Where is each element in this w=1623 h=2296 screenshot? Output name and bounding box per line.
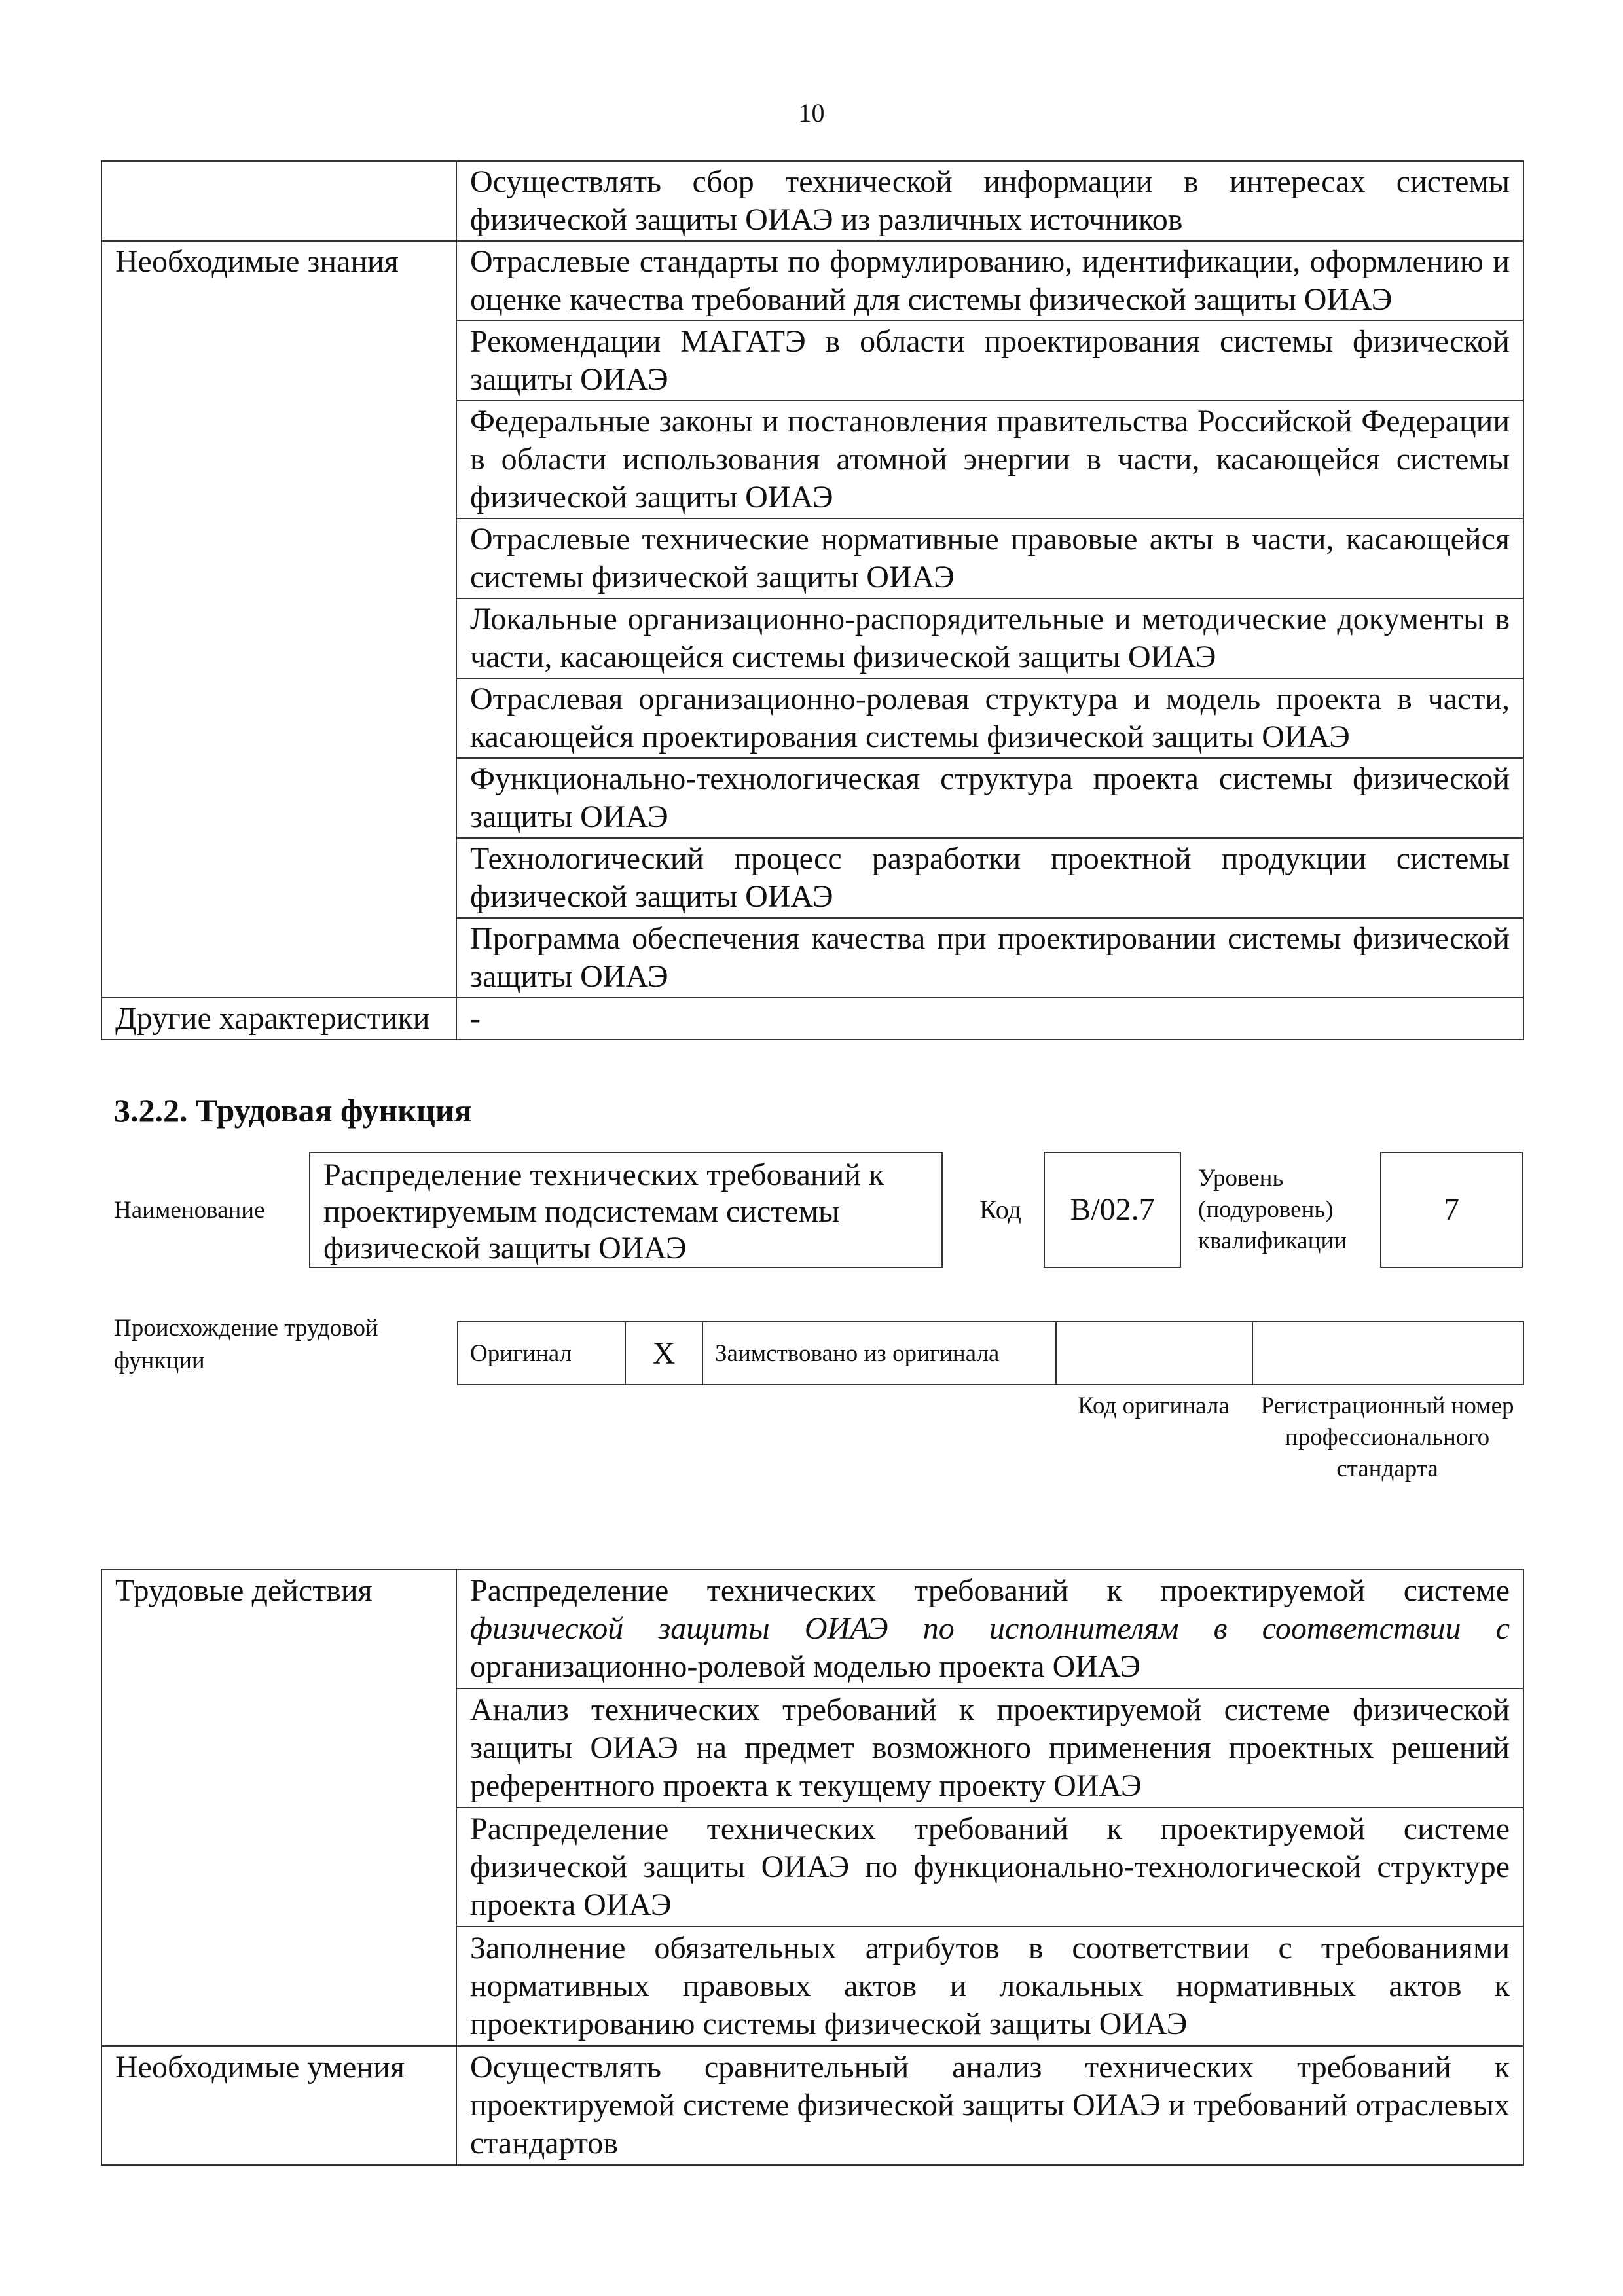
knowledge-item: Технологический процесс разработки проектной продукции системы физической защиты ОИАЭ xyxy=(456,838,1523,918)
section-heading: 3.2.2. Трудовая функция xyxy=(114,1092,472,1129)
knowledge-item: Программа обеспечения качества при проектировании системы физической защиты ОИАЭ xyxy=(456,918,1523,998)
action-text-normal: организационно-ролевой моделью проекта ОИАЭ xyxy=(470,1649,1141,1684)
code-value-box xyxy=(1044,1152,1181,1268)
action-item: Заполнение обязательных атрибутов в соответствии с требованиями нормативных правовых актов и локальных нормативных актов к проектированию системы физической защиты ОИАЭ xyxy=(456,1927,1523,2046)
knowledge-item: Локальные организационно-распорядительные и методические документы в части, касающейся системы физической защиты ОИАЭ xyxy=(456,598,1523,678)
knowledge-item: Отраслевые стандарты по формулированию, идентификации, оформлению и оценке качества требований для системы физической защиты ОИАЭ xyxy=(456,241,1523,321)
function-name-value: Распределение технических требований к проектируемым подсистемам системы физической защиты ОИАЭ xyxy=(323,1157,884,1266)
table-row xyxy=(101,998,1523,1040)
action-text-italic: физической защиты ОИАЭ по исполнителям в соответствии с xyxy=(470,1611,1510,1646)
knowledge-item: Отраслевые технические нормативные правовые акты в части, касающейся системы физической защиты ОИАЭ xyxy=(456,519,1523,598)
borrowed-label: Заимствовано из оригинала xyxy=(702,1322,1056,1385)
name-label: Наименование xyxy=(114,1197,265,1224)
origin-code-cell xyxy=(1056,1322,1252,1385)
knowledge-label: Необходимые знания xyxy=(101,241,456,998)
origin-label: Происхождение трудовой функции xyxy=(114,1315,378,1374)
reg-number-caption: Регистрационный номер профессионального стандарта xyxy=(1260,1393,1514,1482)
code-value: B/02.7 xyxy=(1070,1192,1155,1227)
other-characteristics-value: - xyxy=(456,998,1523,1040)
knowledge-item: Функционально-технологическая структура проекта системы физической защиты ОИАЭ xyxy=(456,758,1523,838)
table-row xyxy=(101,161,1523,241)
page-number: 10 xyxy=(798,98,825,128)
origin-table xyxy=(457,1321,1524,1385)
knowledge-table xyxy=(101,160,1524,1040)
code-label: Код xyxy=(979,1195,1021,1224)
code-original-caption: Код оригинала xyxy=(1078,1393,1230,1419)
level-value-box xyxy=(1380,1152,1523,1268)
other-characteristics-label: Другие характеристики xyxy=(101,998,456,1040)
original-mark: X xyxy=(625,1322,702,1385)
origin-reg-number-cell xyxy=(1252,1322,1523,1385)
action-item: Распределение технических требований к проектируемой системе физической защиты ОИАЭ по функционально-технологической структуре проекта ОИАЭ xyxy=(456,1808,1523,1927)
knowledge-item: Рекомендации МАГАТЭ в области проектирования системы физической защиты ОИАЭ xyxy=(456,321,1523,401)
continued-skill-text: Осуществлять сбор технической информации в интересах системы физической защиты ОИАЭ из различных источников xyxy=(456,161,1523,241)
action-text-normal: Распределение технических требований к проектируемой системе xyxy=(470,1573,1510,1608)
table-row xyxy=(101,2046,1523,2165)
table-row xyxy=(101,241,1523,321)
level-label: Уровень (подуровень) квалификации xyxy=(1198,1165,1347,1254)
skill-item: Осуществлять сравнительный анализ технических требований к проектируемой системе физической защиты ОИАЭ и требований отраслевых стандартов xyxy=(456,2046,1523,2165)
level-value: 7 xyxy=(1444,1192,1459,1227)
knowledge-item: Отраслевая организационно-ролевая структура и модель проекта в части, касающейся проектирования системы физической защиты ОИАЭ xyxy=(456,678,1523,758)
skills-label: Необходимые умения xyxy=(101,2046,456,2165)
table-row xyxy=(101,1569,1523,1688)
actions-label: Трудовые действия xyxy=(101,1569,456,2046)
empty-label-cell xyxy=(101,161,456,241)
action-item: Анализ технических требований к проектируемой системе физической защиты ОИАЭ на предмет возможного применения проектных решений референтного проекта к текущему проекту ОИАЭ xyxy=(456,1688,1523,1808)
knowledge-item: Федеральные законы и постановления правительства Российской Федерации в области использования атомной энергии в части, касающейся системы физической защиты ОИАЭ xyxy=(456,401,1523,519)
function-name-box xyxy=(309,1152,943,1268)
actions-table xyxy=(101,1569,1524,2166)
table-row xyxy=(458,1322,1523,1385)
original-label: Оригинал xyxy=(458,1322,625,1385)
action-item xyxy=(456,1569,1523,1688)
